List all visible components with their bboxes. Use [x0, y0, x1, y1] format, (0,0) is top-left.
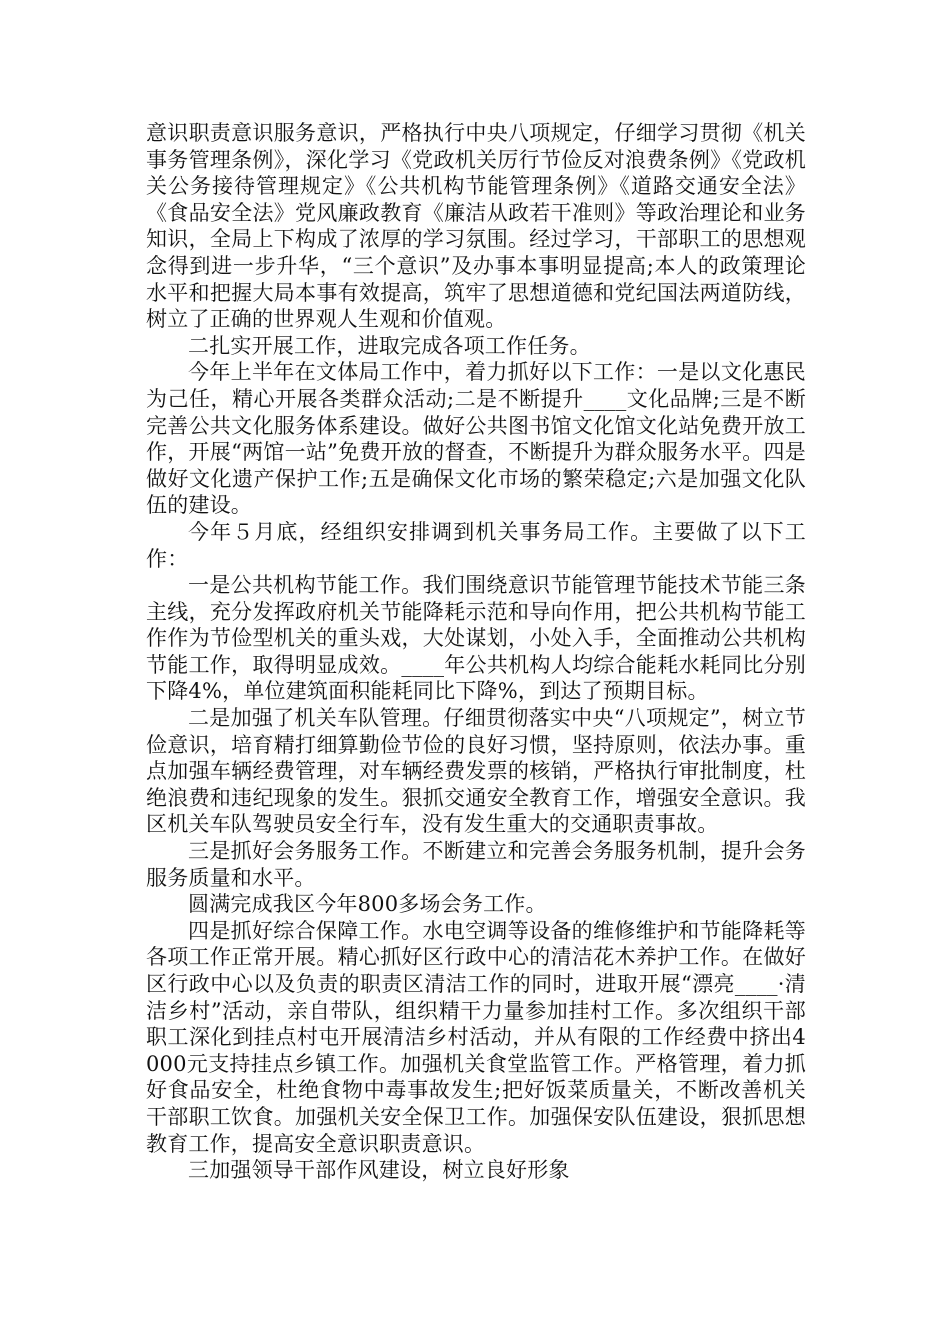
paragraph-5: 一是公共机构节能工作。我们围绕意识节能管理节能技术节能三条主线，充分发挥政府机关节能降耗示范和导向作用，把公共机构节能工作作为节俭型机关的重头戏，大处谋划，小处入手，全面推动公共机构节能工作，取得明显成效。____年公共机构人均综合能耗水耗同比分别下降4%，单位建筑面积能耗同比下降%，到达了预期目标。 — [146, 573, 806, 704]
paragraph-2-section-heading: 二扎实开展工作，进取完成各项工作任务。 — [188, 333, 591, 358]
paragraph-1: 意识职责意识服务意识，严格执行中央八项规定，仔细学习贯彻《机关事务管理条例》，深化学习《党政机关厉行节俭反对浪费条例》《党政机关公务接待管理规定》《公共机构节能管理条例》《道路交通安全法》《食品安全法》党风廉政教育《廉洁从政若干准则》等政治理论和业务知识，全局上下构成了浓厚的学习氛围。经过学习，干部职工的思想观念得到进一步升华，“三个意识”及办事本事明显提高;本人的政策理论水平和把握大局本事有效提高，筑牢了思想道德和党纪国法两道防线，树立了正确的世界观人生观和价值观。 — [146, 121, 806, 332]
paragraph-9: 四是抓好综合保障工作。水电空调等设备的维修维护和节能降耗等各项工作正常开展。精心抓好区行政中心的清洁花木养护工作。在做好区行政中心以及负责的职责区清洁工作的同时，进取开展“漂亮____·清洁乡村”活动，亲自带队，组织精干力量参加挂村工作。多次组织干部职工深化到挂点村屯开展清洁乡村活动，并从有限的工作经费中挤出4000元支持挂点乡镇工作。加强机关食堂监管工作。严格管理，着力抓好食品安全，杜绝食物中毒事故发生;把好饭菜质量关，不断改善机关干部职工饮食。加强机关安全保卫工作。加强保安队伍建设，狠抓思想教育工作，提高安全意识职责意识。 — [146, 918, 806, 1156]
paragraph-10-section-heading: 三加强领导干部作风建设，树立良好形象 — [188, 1158, 570, 1183]
paragraph-8: 圆满完成我区今年800多场会务工作。 — [188, 892, 547, 917]
paragraph-6: 二是加强了机关车队管理。仔细贯彻落实中央“八项规定”，树立节俭意识，培育精打细算勤俭节俭的良好习惯，坚持原则，依法办事。重点加强车辆经费管理，对车辆经费发票的核销，严格执行审批制度，杜绝浪费和违纪现象的发生。狠抓交通安全教育工作，增强安全意识。我区机关车队驾驶员安全行车，没有发生重大的交通职责事故。 — [146, 706, 806, 837]
paragraph-4: 今年５月底，经组织安排调到机关事务局工作。主要做了以下工作： — [146, 519, 806, 571]
paragraph-3: 今年上半年在文体局工作中，着力抓好以下工作：一是以文化惠民为己任，精心开展各类群众活动;二是不断提升____文化品牌;三是不断完善公共文化服务体系建设。做好公共图书馆文化馆文化站免费开放工作，开展“两馆一站”免费开放的督查，不断提升为群众服务水平。四是做好文化遗产保护工作;五是确保文化市场的繁荣稳定;六是加强文化队伍的建设。 — [146, 360, 806, 518]
paragraph-7: 三是抓好会务服务工作。不断建立和完善会务服务机制，提升会务服务质量和水平。 — [146, 839, 806, 890]
document-body — [146, 120, 806, 1184]
